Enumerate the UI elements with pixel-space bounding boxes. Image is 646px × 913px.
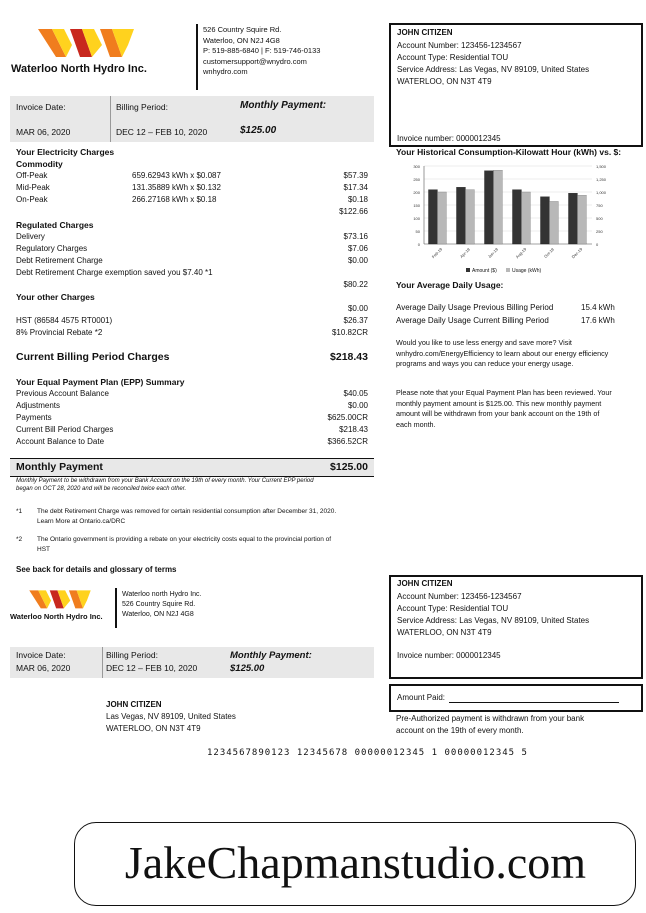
stub-invoice-date-label: Invoice Date: — [16, 650, 66, 660]
amount-paid-box — [389, 684, 643, 712]
consumption-chart — [396, 160, 616, 278]
row-label: Debt Retirement Charge — [16, 256, 103, 265]
row-amount: $0.00 — [347, 401, 368, 410]
epp-review-line: monthly payment amount is $125.00. This new monthly payment — [396, 398, 602, 408]
commodity-row — [16, 195, 368, 207]
billing-period-label: Billing Period: — [116, 102, 168, 112]
x-tick-label: Aug-19 — [514, 246, 528, 260]
row-qty: 131.35889 kWh x $0.132 — [132, 183, 221, 192]
company-address1: 526 Country Squire Rd. — [203, 25, 282, 34]
row-label: Regulatory Charges — [16, 244, 88, 253]
stub-customer-box — [389, 575, 643, 679]
footnote-mark: *1 — [16, 508, 23, 515]
epp-review-text — [396, 388, 612, 430]
stub-company-address — [122, 590, 202, 620]
row-label: Adjustments — [16, 401, 61, 410]
invoice-date: MAR 06, 2020 — [16, 127, 71, 137]
stub-company-line: Waterloo, ON N2J 4G8 — [122, 611, 194, 618]
stub-company-line: 526 Country Squire Rd. — [122, 601, 196, 608]
y-right-tick: 0 — [596, 242, 599, 247]
stub-service-address: Service Address: Las Vegas, NV 89109, United States — [397, 616, 590, 625]
commodity-row — [16, 171, 368, 183]
monthly-payment-value: $125.00 — [240, 125, 277, 136]
regulated-row — [16, 232, 368, 244]
y-left-tick: 250 — [413, 177, 420, 182]
bar-usage — [465, 190, 474, 244]
y-right-tick: 750 — [596, 203, 603, 208]
company-contact — [203, 25, 320, 78]
bar-amount — [568, 193, 577, 244]
stub-monthly-payment-label: Monthly Payment: — [230, 650, 312, 661]
epp-note-line1: Monthly Payment to be withdrawn from your Bank Account on the 19th of every month. Your Current EPP period — [16, 478, 314, 484]
stub-mail-line: Las Vegas, NV 89109, United States — [106, 712, 236, 721]
account-type: Account Type: Residential TOU — [397, 53, 509, 62]
epp-note-line2: began on OCT 28, 2020 and will be reconciled twice each other. — [16, 486, 187, 492]
row-amount: $10.82CR — [331, 328, 368, 337]
stub-header-divider — [102, 647, 103, 678]
daily-prev-value: 15.4 kWh — [581, 303, 615, 312]
row-label: Payments — [16, 413, 52, 422]
row-label: HST (86584 4575 RT0001) — [16, 316, 113, 325]
daily-prev-label: Average Daily Usage Previous Billing Period — [396, 303, 554, 312]
footnote-text: The Ontario government is providing a rebate on your electricity costs equal to the provincial portion of — [37, 536, 332, 543]
bar-amount — [540, 197, 549, 244]
other-blank-row — [16, 304, 368, 316]
row-label: Previous Account Balance — [16, 389, 109, 398]
row-label: Current Bill Period Charges — [16, 425, 114, 434]
commodity-total-row — [16, 207, 368, 219]
other-row — [16, 328, 368, 340]
bar-usage — [493, 170, 502, 244]
row-amount: $7.06 — [347, 244, 368, 253]
daily-curr-label: Average Daily Usage Current Billing Period — [396, 316, 549, 325]
row-amount: $26.37 — [343, 316, 368, 325]
other-charges-title: Your other Charges — [16, 292, 95, 302]
row-amount: $625.00CR — [327, 413, 368, 422]
energy-efficiency-text — [396, 338, 608, 370]
stub-company-name: Waterloo North Hydro Inc. — [10, 612, 103, 621]
y-left-tick: 0 — [417, 242, 420, 247]
x-tick-label: Apr-19 — [458, 246, 471, 259]
watermark-text: JakeChapmanstudio.com — [124, 837, 587, 888]
row-amount: $366.52CR — [327, 437, 368, 446]
legend-label-usage: Usage (kWh) — [512, 268, 542, 274]
service-address: Service Address: Las Vegas, NV 89109, United States — [397, 65, 590, 74]
footnote-text: The debt Retirement Charge was removed for certain residential consumption after December 31, 2020. — [37, 508, 337, 515]
epp-title: Your Equal Payment Plan (EPP) Summary — [16, 377, 185, 387]
bar-usage — [437, 192, 446, 244]
charges-title: Your Electricity Charges — [16, 147, 115, 157]
stub-monthly-payment-value: $125.00 — [230, 663, 265, 674]
monthly-payment-bar-amount: $125.00 — [330, 461, 368, 473]
footnote-text: HST — [37, 546, 50, 553]
regulated-total: $80.22 — [343, 280, 368, 289]
y-left-tick: 100 — [413, 216, 420, 221]
micr-line: 1234567890123 12345678 00000012345 1 00000012345 5 — [207, 748, 528, 758]
daily-curr-value: 17.6 kWh — [581, 316, 615, 325]
monthly-payment-bar — [10, 458, 374, 477]
stub-mail-name: JOHN CITIZEN — [106, 700, 162, 709]
stub-company-line: Waterloo north Hydro Inc. — [122, 591, 202, 598]
energy-line[interactable]: wnhydro.com/EnergyEfficiency to learn about our energy efficiency — [396, 348, 609, 358]
stub-divider — [115, 588, 117, 628]
legend-swatch-amount — [466, 268, 470, 272]
stub-billing-period: DEC 12 – FEB 10, 2020 — [106, 663, 198, 673]
company-address2: Waterloo, ON N2J 4G8 — [203, 35, 280, 45]
company-web[interactable]: wnhydro.com — [203, 67, 248, 76]
amount-paid-field[interactable] — [449, 702, 619, 703]
x-tick-label: Oct-19 — [542, 246, 555, 259]
x-tick-label: Dec-19 — [570, 246, 584, 260]
bar-amount — [484, 171, 493, 244]
bar-amount — [456, 187, 465, 244]
bar-usage — [521, 192, 530, 244]
stub-billing-period-label: Billing Period: — [106, 650, 158, 660]
exemption-row — [16, 268, 368, 280]
y-left-tick: 150 — [413, 203, 420, 208]
epp-review-line: Please note that your Equal Payment Plan has been reviewed. Your — [396, 388, 612, 397]
company-logo — [36, 27, 136, 61]
invoice-date-label: Invoice Date: — [16, 102, 66, 112]
exemption-note: Debt Retirement Charge exemption saved you $7.40 *1 — [16, 268, 213, 277]
footnote-text: Learn More at Ontario.ca/DRC — [37, 518, 126, 525]
company-name: Waterloo North Hydro Inc. — [11, 63, 147, 75]
daily-usage-title: Your Average Daily Usage: — [396, 280, 504, 290]
stub-invoice-number: Invoice number: 0000012345 — [397, 651, 501, 660]
row-label: Delivery — [16, 232, 45, 241]
stub-mailing-address — [106, 699, 236, 735]
stub-mail-line: WATERLOO, ON N3T 4T9 — [106, 724, 201, 733]
other-row — [16, 316, 368, 328]
stub-account-type: Account Type: Residential TOU — [397, 604, 509, 613]
amount-paid-label: Amount Paid: — [397, 693, 446, 702]
bar-amount — [428, 190, 437, 244]
epp-row — [16, 413, 368, 425]
commodity-row — [16, 183, 368, 195]
preauth-text — [396, 713, 584, 737]
customer-box — [389, 23, 643, 147]
invoice-number: Invoice number: 0000012345 — [397, 134, 501, 143]
row-amount: $218.43 — [339, 425, 368, 434]
y-right-tick: 1,500 — [596, 164, 607, 169]
epp-review-line: amount will be withdrawn from your bank account on the 19th of — [396, 409, 600, 418]
row-label: 8% Provincial Rebate *2 — [16, 328, 103, 337]
customer-name: JOHN CITIZEN — [397, 28, 453, 37]
row-amount: $40.05 — [343, 389, 368, 398]
row-amount: $0.00 — [347, 304, 368, 313]
stub-logo — [28, 588, 92, 612]
row-label: Off-Peak — [16, 171, 48, 180]
legend-swatch-usage — [506, 268, 510, 272]
row-amount: $57.39 — [343, 171, 368, 180]
see-back-note: See back for details and glossary of terms — [16, 565, 177, 574]
footnote-mark: *2 — [16, 536, 23, 543]
monthly-payment-label: Monthly Payment: — [240, 100, 327, 111]
energy-line: programs and ways you can reduce your energy usage. — [396, 359, 574, 368]
company-phone: P: 519-885-6840 | F: 519-746-0133 — [203, 46, 321, 55]
preauth-line: account on the 19th of every month. — [396, 726, 524, 735]
row-label: Mid-Peak — [16, 183, 50, 192]
legend-label-amount: Amount ($) — [472, 268, 497, 274]
regulated-total-row — [16, 280, 368, 292]
row-qty: 266.27168 kWh x $0.18 — [132, 195, 217, 204]
y-right-tick: 500 — [596, 216, 603, 221]
epp-row — [16, 425, 368, 437]
epp-row — [16, 389, 368, 401]
y-right-tick: 1,250 — [596, 177, 607, 182]
epp-row — [16, 401, 368, 413]
row-qty: 659.62943 kWh x $0.087 — [132, 171, 221, 180]
y-left-tick: 200 — [413, 190, 420, 195]
stub-invoice-date: MAR 06, 2020 — [16, 663, 71, 673]
x-tick-label: Jun-19 — [486, 246, 500, 260]
current-charges-label: Current Billing Period Charges — [16, 351, 170, 363]
row-label: Account Balance to Date — [16, 437, 105, 446]
account-number: Account Number: 123456-1234567 — [397, 41, 522, 50]
customer-city: WATERLOO, ON N3T 4T9 — [397, 77, 492, 86]
y-right-tick: 1,000 — [596, 190, 607, 195]
current-charges-total: $218.43 — [330, 351, 368, 363]
y-left-tick: 50 — [415, 229, 420, 234]
regulated-title: Regulated Charges — [16, 220, 94, 230]
regulated-row — [16, 244, 368, 256]
row-amount: $73.16 — [343, 232, 368, 241]
y-right-tick: 250 — [596, 229, 603, 234]
bar-amount — [512, 190, 521, 244]
company-email[interactable]: customersupport@wnydro.com — [203, 56, 307, 66]
row-amount: $0.00 — [347, 256, 368, 265]
y-left-tick: 300 — [413, 164, 420, 169]
bar-usage — [577, 195, 586, 244]
stub-customer-name: JOHN CITIZEN — [397, 579, 453, 588]
energy-line: Would you like to use less energy and save more? Visit — [396, 338, 572, 347]
bar-usage — [549, 201, 558, 244]
chart-title: Your Historical Consumption-Kilowatt Hour (kWh) vs. $: — [396, 147, 622, 157]
regulated-row — [16, 256, 368, 268]
divider — [196, 24, 198, 90]
preauth-line: Pre-Authorized payment is withdrawn from your bank — [396, 714, 585, 723]
monthly-payment-bar-label: Monthly Payment — [16, 461, 103, 473]
commodity-total: $122.66 — [339, 207, 368, 216]
epp-review-line: each month. — [396, 419, 436, 429]
row-label: On-Peak — [16, 195, 48, 204]
current-charges-row — [16, 351, 368, 365]
billing-period: DEC 12 – FEB 10, 2020 — [116, 127, 208, 137]
epp-row — [16, 437, 368, 449]
row-amount: $17.34 — [343, 183, 368, 192]
commodity-title: Commodity — [16, 159, 63, 169]
stub-account-number: Account Number: 123456-1234567 — [397, 592, 522, 601]
row-amount: $0.18 — [347, 195, 368, 204]
stub-customer-city: WATERLOO, ON N3T 4T9 — [397, 628, 492, 637]
header-divider — [110, 96, 111, 142]
x-tick-label: Feb-19 — [430, 246, 444, 260]
